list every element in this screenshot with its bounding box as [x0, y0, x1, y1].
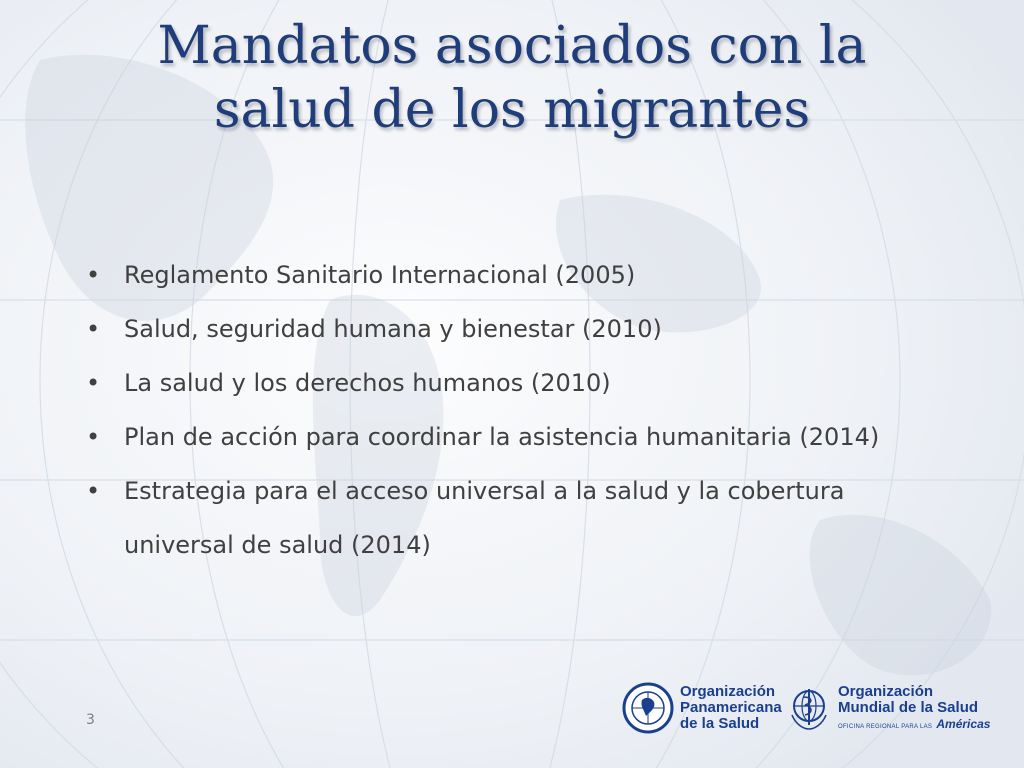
- list-item: [84, 356, 904, 410]
- bullet-dot: •: [86, 261, 101, 289]
- bullet-dot: •: [86, 369, 101, 397]
- who-region-name: Américas: [936, 717, 991, 731]
- bullet-text: Reglamento Sanitario Internacional (2005): [124, 261, 636, 289]
- list-item: [84, 410, 904, 464]
- bullet-dot: •: [86, 477, 101, 505]
- paho-name-line-2: Panamericana: [680, 699, 782, 716]
- paho-name-line-3: de la Salud: [680, 715, 760, 732]
- paho-emblem-icon: [622, 682, 674, 734]
- who-logo: [786, 676, 990, 740]
- list-item: [84, 248, 904, 302]
- title-line-2: salud de los migrantes: [213, 80, 811, 140]
- bullet-text: Salud, seguridad humana y bienestar (2010): [124, 315, 662, 343]
- page-title: [40, 14, 984, 142]
- bullet-dot: •: [86, 423, 101, 451]
- who-name-line-2: Mundial de la Salud: [838, 699, 979, 716]
- bullet-text: Estrategia para el acceso universal a la salud y la cobertura universal de salud (2014): [124, 477, 845, 559]
- list-item: [84, 464, 904, 572]
- bullet-dot: •: [86, 315, 101, 343]
- bullet-text: Plan de acción para coordinar la asistencia humanitaria (2014): [124, 423, 880, 451]
- bullet-text: La salud y los derechos humanos (2010): [124, 369, 611, 397]
- paho-logo: [622, 676, 782, 740]
- list-item: [84, 302, 904, 356]
- who-regional-office-label: OFICINA REGIONAL PARA LAS: [838, 724, 933, 730]
- who-name-line-1: Organización: [838, 683, 934, 700]
- bullet-list: [84, 248, 904, 572]
- page-number: 3: [86, 712, 95, 728]
- paho-name-line-1: Organización: [680, 683, 776, 700]
- title-line-1: Mandatos asociados con la: [157, 16, 867, 76]
- who-emblem-icon: [786, 685, 832, 731]
